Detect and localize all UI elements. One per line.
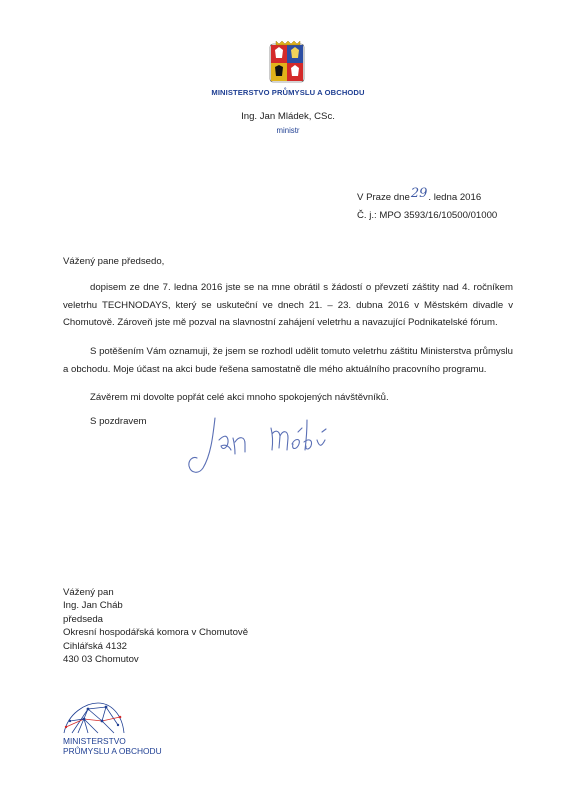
addressee-line: Okresní hospodářská komora v Chomutově bbox=[63, 627, 249, 639]
minister-title: ministr bbox=[276, 126, 300, 135]
addressee-line: Ing. Jan Cháb bbox=[63, 600, 123, 612]
date-day-handwritten: 29 bbox=[410, 186, 428, 201]
addressee-line: Cihlářská 4132 bbox=[63, 640, 127, 652]
reference-number: Č. j.: MPO 3593/16/10500/01000 bbox=[357, 210, 498, 221]
ministry-globe-logo-icon bbox=[58, 699, 128, 735]
date-line bbox=[357, 186, 482, 204]
date-prefix: V Praze dne bbox=[357, 192, 410, 203]
addressee-line: 430 03 Chomutov bbox=[63, 654, 139, 666]
footer-line-2: PRŮMYSLU A OBCHODU bbox=[63, 746, 162, 756]
date-suffix: . ledna 2016 bbox=[428, 192, 482, 203]
coat-of-arms-icon bbox=[262, 38, 312, 84]
addressee-block bbox=[63, 586, 248, 666]
footer-line-1: MINISTERSTVO bbox=[63, 736, 126, 746]
body-paragraph-3: Závěrem mi dovolte popřát celé akci mnoho spokojených návštěvníků. bbox=[90, 392, 389, 403]
body-paragraph-2: S potěšením Vám oznamuji, že jsem se rozhodl udělit tomuto veletrhu záštitu Ministerstva průmyslu a obchodu. Moje účast na akci bude řešena samostatně dle mého aktuálního pracovního programu. bbox=[63, 346, 513, 375]
salutation: Vážený pane předsedo, bbox=[63, 256, 165, 267]
minister-name: Ing. Jan Mládek, CSc. bbox=[241, 111, 335, 122]
signature-image bbox=[175, 410, 335, 480]
body-paragraph-1: dopisem ze dne 7. ledna 2016 jste se na mne obrátil s žádostí o převzetí záštity nad 4. ročníkem veletrhu TECHNODAYS, který se uskuteční ve dnech 21. – 23. dubna 2016 v Městském divadle v Chomutově. Zároveň jste mě pozval na slavnostní zahájení veletrhu a navazující Podnikatelské fórum. bbox=[63, 282, 513, 328]
footer-ministry-name bbox=[63, 736, 162, 756]
addressee-line: Vážený pan bbox=[63, 587, 114, 598]
addressee-line: předseda bbox=[63, 613, 104, 625]
ministry-header: MINISTERSTVO PRŮMYSLU A OBCHODU bbox=[211, 88, 365, 97]
closing: S pozdravem bbox=[90, 416, 147, 427]
